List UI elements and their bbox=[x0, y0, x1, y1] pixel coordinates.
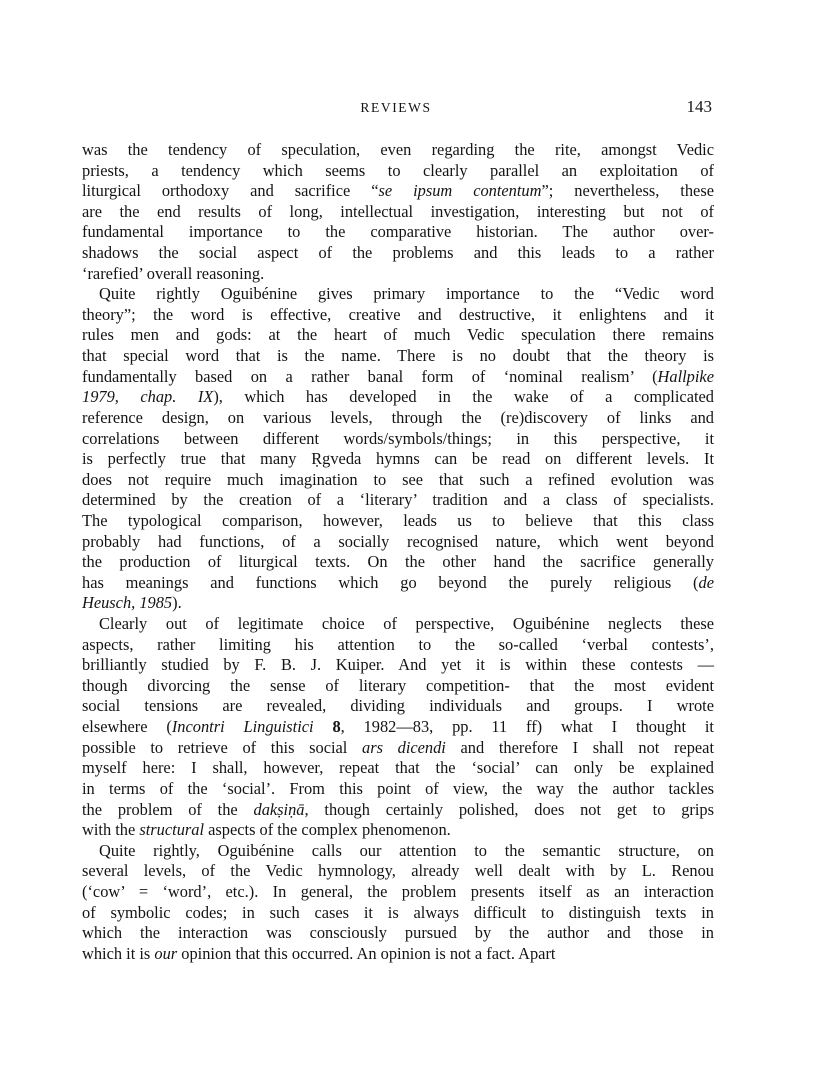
text-run: are the end results of long, intellectual investigation, interesting but not of bbox=[82, 201, 714, 221]
italic-text: Heusch, 1985 bbox=[82, 593, 173, 613]
text-line bbox=[82, 490, 714, 511]
text-run: liturgical orthodoxy and sacrifice “ bbox=[82, 181, 379, 201]
italic-text: Incontri Linguistici bbox=[171, 717, 314, 737]
text-line bbox=[82, 367, 714, 388]
text-run: and therefore I shall not repeat bbox=[445, 737, 715, 757]
text-line bbox=[82, 614, 714, 635]
text-line bbox=[82, 284, 714, 305]
text-line bbox=[82, 243, 714, 264]
italic-text: dakṣiṇā bbox=[253, 799, 305, 819]
text-run: aspects of the complex phenomenon. bbox=[204, 820, 451, 840]
running-header bbox=[80, 98, 712, 118]
italic-text: de bbox=[698, 572, 714, 592]
text-line bbox=[82, 325, 714, 346]
text-run: of symbolic codes; in such cases it is always difficult to distinguish texts in bbox=[82, 902, 714, 922]
text-run: fundamental importance to the comparative historian. The author over- bbox=[82, 222, 714, 242]
text-run bbox=[314, 717, 333, 736]
text-line bbox=[82, 696, 714, 717]
text-line bbox=[82, 429, 714, 450]
text-line bbox=[82, 820, 714, 841]
text-run: priests, a tendency which seems to clearly parallel an exploitation of bbox=[82, 160, 714, 180]
text-line bbox=[82, 903, 714, 924]
text-line bbox=[82, 202, 714, 223]
text-run: that special word that is the name. There is no doubt that the theory is bbox=[82, 346, 714, 366]
text-run: probably had functions, of a socially recognised nature, which went beyond bbox=[82, 531, 714, 551]
italic-text: 1979, chap. IX bbox=[82, 387, 214, 407]
text-line bbox=[82, 882, 714, 903]
text-run: ), which has developed in the wake of a complicated bbox=[213, 387, 714, 407]
text-line bbox=[82, 655, 714, 676]
text-line bbox=[82, 264, 714, 285]
text-run: possible to retrieve of this social bbox=[82, 737, 363, 757]
text-run: does not require much imagination to see that such a refined evolution was bbox=[82, 469, 714, 489]
text-run: ). bbox=[172, 593, 182, 613]
text-run: is perfectly true that many Ṛgveda hymns can be read on different levels. It bbox=[82, 449, 714, 469]
text-run: Quite rightly Oguibénine gives primary importance to the “Vedic word bbox=[99, 284, 714, 304]
text-run: (‘cow’ = ‘word’, etc.). In general, the problem presents itself as an interaction bbox=[82, 881, 714, 901]
text-line bbox=[82, 222, 714, 243]
italic-text: se ipsum contentum bbox=[378, 181, 542, 201]
text-line bbox=[82, 408, 714, 429]
text-line bbox=[82, 800, 714, 821]
text-run: has meanings and functions which go beyond the purely religious ( bbox=[82, 572, 699, 592]
text-run: , though certainly polished, does not get to grips bbox=[304, 799, 714, 819]
text-run: with the bbox=[82, 820, 140, 840]
text-line bbox=[82, 738, 714, 759]
text-line bbox=[82, 944, 714, 965]
text-run: , 1982—83, pp. 11 ff) what I thought it bbox=[340, 717, 714, 737]
text-line bbox=[82, 552, 714, 573]
text-line bbox=[82, 532, 714, 553]
italic-text: ars dicendi bbox=[362, 737, 446, 757]
running-title: REVIEWS bbox=[360, 100, 432, 115]
text-line bbox=[82, 923, 714, 944]
text-line bbox=[82, 140, 714, 161]
italic-text: Hallpike bbox=[657, 366, 714, 386]
text-run: was the tendency of speculation, even regarding the rite, amongst Vedic bbox=[82, 140, 714, 159]
text-line bbox=[82, 758, 714, 779]
text-line bbox=[82, 676, 714, 697]
text-line bbox=[82, 779, 714, 800]
text-line bbox=[82, 861, 714, 882]
text-run: brilliantly studied by F. B. J. Kuiper. And yet it is within these contests — bbox=[82, 655, 714, 675]
body-text bbox=[82, 140, 714, 964]
text-line bbox=[82, 181, 714, 202]
text-run: social tensions are revealed, dividing individuals and groups. I wrote bbox=[82, 696, 714, 716]
text-run: rules men and gods: at the heart of much Vedic speculation there remains bbox=[82, 325, 714, 345]
text-run: determined by the creation of a ‘literary’ tradition and a class of specialists. bbox=[82, 490, 714, 510]
text-run: though divorcing the sense of literary competition- that the most evident bbox=[82, 675, 714, 695]
text-line bbox=[82, 161, 714, 182]
text-run: aspects, rather limiting his attention to the so-called ‘verbal contests’, bbox=[82, 634, 714, 654]
text-run: myself here: I shall, however, repeat that the ‘social’ can only be explained bbox=[82, 758, 714, 778]
text-run: elsewhere ( bbox=[82, 717, 172, 737]
text-run: the problem of the bbox=[82, 799, 254, 819]
text-line bbox=[82, 717, 714, 738]
paragraph bbox=[82, 841, 714, 965]
text-run: reference design, on various levels, through the (re)discovery of links and bbox=[82, 407, 714, 427]
text-run: shadows the social aspect of the problems and this leads to a rather bbox=[82, 243, 714, 263]
page-number: 143 bbox=[686, 97, 712, 116]
text-line bbox=[82, 511, 714, 532]
text-line bbox=[82, 449, 714, 470]
text-run: the production of liturgical texts. On the other hand the sacrifice generally bbox=[82, 552, 714, 572]
text-run: opinion that this occurred. An opinion is not a fact. Apart bbox=[177, 943, 556, 963]
text-line bbox=[82, 305, 714, 326]
paragraph bbox=[82, 140, 714, 284]
paragraph bbox=[82, 284, 714, 614]
text-line bbox=[82, 346, 714, 367]
text-run: correlations between different words/symbols/things; in this perspective, it bbox=[82, 428, 714, 448]
text-run: which it is bbox=[82, 943, 155, 963]
text-line bbox=[82, 841, 714, 862]
text-run: The typological comparison, however, leads us to believe that this class bbox=[82, 510, 714, 530]
text-run: Quite rightly, Oguibénine calls our attention to the semantic structure, on bbox=[99, 840, 714, 860]
text-line bbox=[82, 593, 714, 614]
text-run: ‘rarefied’ overall reasoning. bbox=[82, 263, 265, 283]
text-run: several levels, of the Vedic hymnology, already well dealt with by L. Renou bbox=[82, 861, 714, 881]
text-line bbox=[82, 635, 714, 656]
text-line bbox=[82, 470, 714, 491]
paragraph bbox=[82, 614, 714, 841]
text-run: which the interaction was consciously pursued by the author and those in bbox=[82, 923, 714, 943]
text-run: in terms of the ‘social’. From this point of view, the way the author tackles bbox=[82, 778, 714, 798]
text-run: fundamentally based on a rather banal form of ‘nominal realism’ ( bbox=[82, 366, 658, 386]
bold-text: 8 bbox=[332, 717, 341, 737]
text-line bbox=[82, 573, 714, 594]
italic-text: our bbox=[154, 943, 178, 963]
text-run: Clearly out of legitimate choice of perspective, Oguibénine neglects these bbox=[99, 614, 714, 634]
text-line bbox=[82, 387, 714, 408]
text-run: ”; nevertheless, these bbox=[541, 181, 714, 201]
text-run: theory”; the word is effective, creative and destructive, it enlightens and it bbox=[82, 304, 714, 324]
italic-text: structural bbox=[139, 820, 205, 840]
